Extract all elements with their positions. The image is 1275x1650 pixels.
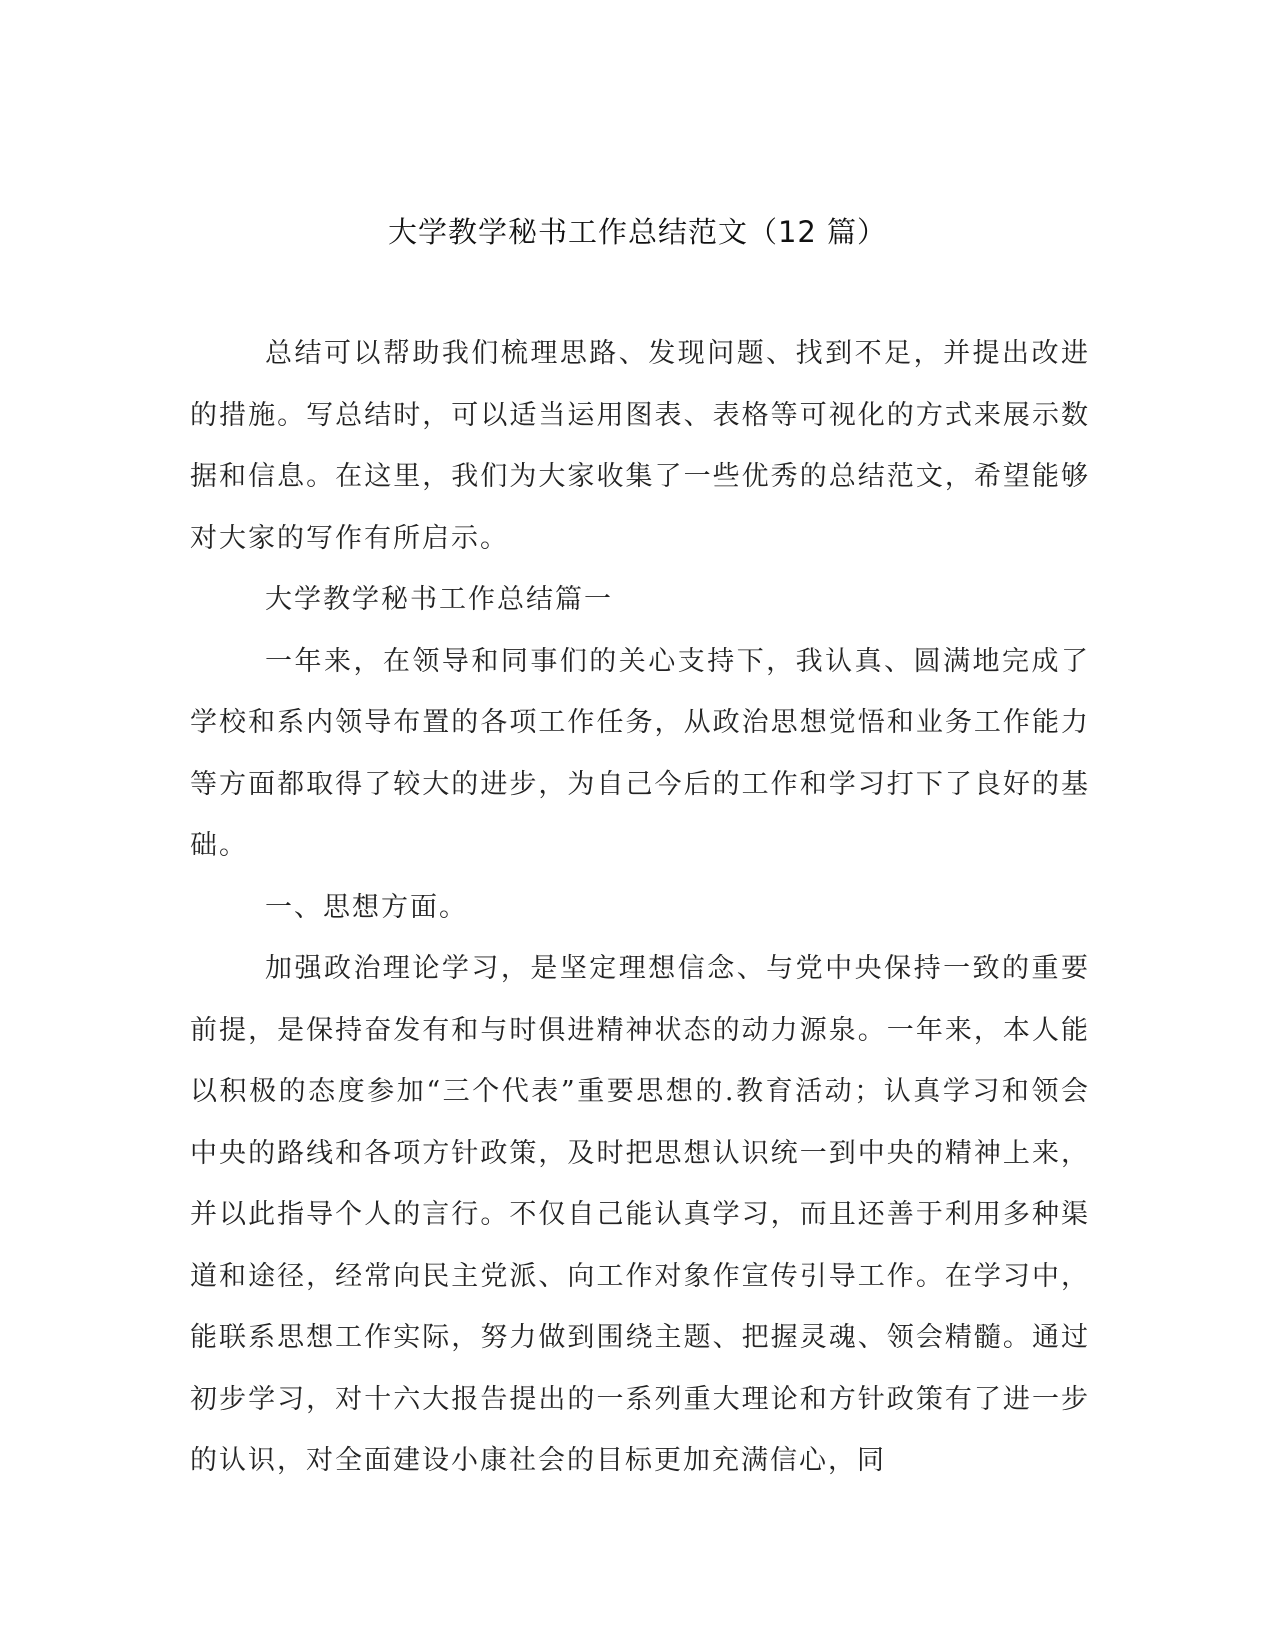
subsection-heading: 一、思想方面。 [265, 891, 468, 923]
body-paragraph: 一年来，在领导和同事们的关心支持下，我认真、圆满地完成了学校和系内领导布置的各项工作任务，从政治思想觉悟和业务工作能力等方面都取得了较大的进步，为自己今后的工作和学习打下了良好的基础。 [190, 645, 1090, 861]
body-paragraph: 加强政治理论学习，是坚定理想信念、与党中央保持一致的重要前提，是保持奋发有和与时俱进精神状态的动力源泉。一年来，本人能以积极的态度参加“三个代表”重要思想的.教育活动；认真学习和领会中央的路线和各项方针政策，及时把思想认识统一到中央的精神上来，并以此指导个人的言行。不仅自己能认真学习，而且还善于利用多种渠道和途径，经常向民主党派、向工作对象作宣传引导工作。在学习中，能联系思想工作实际，努力做到围绕主题、把握灵魂、领会精髓。通过初步学习，对十六大报告提出的一系列重大理论和方针政策有了进一步的认识，对全面建设小康社会的目标更加充满信心，同 [190, 953, 1090, 1476]
section-heading: 大学教学秘书工作总结篇一 [265, 584, 613, 615]
document-title: 大学教学秘书工作总结范文（12 篇） [387, 215, 888, 249]
intro-paragraph: 总结可以帮助我们梳理思路、发现问题、找到不足，并提出改进的措施。写总结时，可以适当运用图表、表格等可视化的方式来展示数据和信息。在这里，我们为大家收集了一些优秀的总结范文，希望能够对大家的写作有所启示。 [190, 338, 1090, 554]
document-body [190, 323, 1090, 1492]
